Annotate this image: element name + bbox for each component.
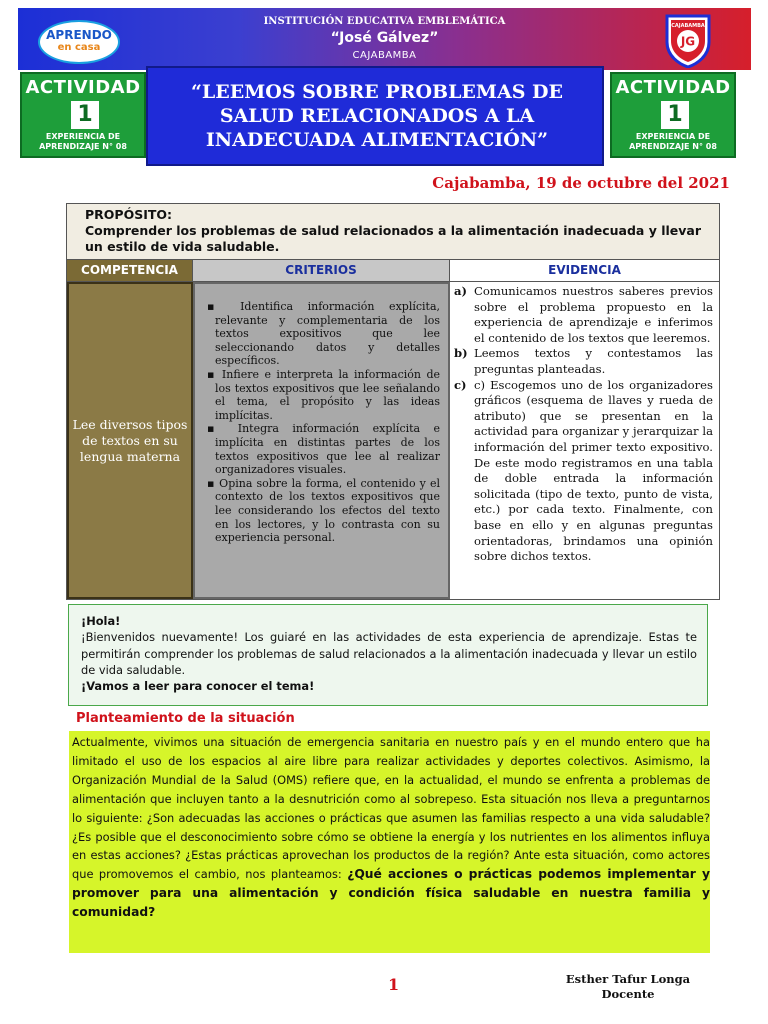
logo-text-sub: en casa [57,42,101,53]
criterio-item: ▪ Infiere e interpreta la información de los textos expositivos que lee señalando el tema, el propósito y las ideas implícitas. [207,367,440,422]
evidencia-item [454,284,713,346]
activity-number: 1 [661,101,689,129]
evidencia-cell [450,282,719,599]
criterio-text: Infiere e interpreta la información de los textos expositivos que lee señalando el tema, el propósito y las ideas implícitas. [215,367,440,422]
activity-title-box [146,66,604,166]
shield-text: CAJABAMBA [671,23,705,29]
evidencia-text: c) Escogemos uno de los organizadores gráficos (esquema de llaves y rueda de atributo) que se presentan en la actividad para organizar y jerarquizar la información del primer texto expositivo. De este modo registramos en una tabla de doble entrada la información solicitada (tipo de texto, punto de vista, etc.) por cada texto. Finalmente, con base en ello y en algunas preguntas orientadoras, brindamos una opinión sobre dichos textos. [474,377,713,564]
activity-subtitle-line2: APRENDIZAJE N° 08 [629,142,717,151]
purpose-row [67,204,719,260]
school-shield-logo [663,12,713,68]
criterio-item: ▪ Integra información explícita e implícita en distintas partes de los textos expositivos que lee al realizar organizadores visuales. [207,422,440,477]
evidencia-text: Leemos textos y contestamos las preguntas planteadas. [474,346,713,376]
institution-name: INSTITUCIÓN EDUCATIVA EMBLEMÁTICA [263,16,506,27]
situation-question: ¿Qué acciones o prácticas podemos implementar y promover para una alimentación y condición física saludable en nuestra familia y comunidad? [72,867,710,920]
greeting-hello: ¡Hola! [81,614,121,628]
activity-subtitle-line1: EXPERIENCIA DE [635,132,711,141]
activity-number: 1 [71,101,99,129]
evidencia-key: a) [454,284,467,298]
header-criterios: CRITERIOS [193,260,450,281]
situation-box [69,731,710,953]
purpose-label: PROPÓSITO: [85,207,173,222]
greeting-box [68,604,708,706]
shield-monogram: JG [680,34,696,49]
activity-subtitle-line1: EXPERIENCIA DE [45,132,121,141]
competencia-cell [67,282,193,599]
criterio-text: Integra información explícita e implícita en distintas partes de los textos expositivos que lee al realizar organizadores visuales. [215,422,440,477]
school-name: “José Gálvez” [330,30,439,46]
competencia-text: Lee diversos tipos de textos en su lengua materna [72,416,188,464]
evidencia-key: b) [454,346,468,361]
evidencia-key: c) [454,377,467,392]
criterio-text: Identifica información explícita, relevante y complementaria de los textos expositivos que lee seleccionando datos y detalles específicos. [215,300,441,368]
logo-text-main: APRENDO [46,28,112,42]
activity-title: “LEEMOS SOBRE PROBLEMAS DE SALUD RELACIONADOS A LA INADECUADA ALIMENTACIÓN” [191,81,563,151]
aprendo-en-casa-logo [38,20,120,64]
activity-label: ACTIVIDAD [615,77,731,98]
header-competencia: COMPETENCIA [67,260,193,281]
criterios-list [207,300,440,545]
evidencia-text: Comunicamos nuestros saberes previos sobre el problema propuesto en la experiencia de aprendizaje e inferimos el contenido de los textos que leeremos. [474,284,713,345]
criterio-item: ▪ Identifica información explícita, relevante y complementaria de los textos expositivos que lee seleccionando datos y detalles específicos. [207,300,441,368]
purpose-text: Comprender los problemas de salud relacionados a la alimentación inadecuada y llevar un estilo de vida saludable. [85,223,702,254]
activity-subtitle [612,132,734,152]
purpose-table [66,203,720,600]
teacher-signature [548,972,708,1002]
activity-label: ACTIVIDAD [25,77,141,98]
greeting-closing: ¡Vamos a leer para conocer el tema! [81,679,315,694]
activity-badge-right [610,72,736,158]
activity-badge-left [20,72,146,158]
evidencia-item [454,378,713,565]
criterios-cell [193,282,450,599]
criterio-item: ▪ Opina sobre la forma, el contenido y el contexto de los textos expositivos que lee considerando los efectos del texto en los lectores, y lo contrasta con su experiencia personal. [207,476,441,545]
greeting-body: ¡Bienvenidos nuevamente! Los guiaré en las actividades de esta experiencia de aprendizaje. Estas te permitirán comprender los problemas de salud relacionados a la alimentación inadecuada y llevar un estilo de vida saludable. [81,630,697,677]
situation-body: Actualmente, vivimos una situación de emergencia sanitaria en nuestro país y en el mundo entero que ha limitado el uso de los espacios al aire libre para realizar actividades y deportes colectivos. Asimismo, la Organización Mundial de la Salud (OMS) refiere que, en la actualidad, el mundo se enfrenta a problemas de alimentación que incluyen tanto a la desnutrición como al sobrepeso. Esta situación nos lleva a preguntarnos lo siguiente: ¿Son adecuadas las acciones o prácticas que asumen las familias respecto a una vida saludable? ¿Es posible que el desconocimiento sobre cómo se obtiene la energía y los nutrientes en los alimentos influya en estas acciones? ¿Estas prácticas aprovechan los productos de la región? Ante esta situación, como actores que promovemos el cambio, nos planteamos: [72,735,710,882]
header-evidencia: EVIDENCIA [450,260,719,281]
teacher-role: Docente [601,987,655,1001]
teacher-name: Esther Tafur Longa [565,972,691,986]
criterio-text: Opina sobre la forma, el contenido y el contexto de los textos expositivos que lee considerando los efectos del texto en los lectores, y lo contrasta con su experiencia personal. [215,476,441,545]
page-number: 1 [388,975,400,994]
table-header-row [67,260,719,282]
city-name: CAJABAMBA [352,50,417,61]
table-body-row [67,282,719,599]
header-banner [18,8,751,70]
situation-title: Planteamiento de la situación [76,711,295,726]
activity-subtitle-line2: APRENDIZAJE N° 08 [39,142,127,151]
document-date: Cajabamba, 19 de octubre del 2021 [432,174,730,192]
evidencia-item [454,346,713,377]
activity-subtitle [22,132,144,152]
